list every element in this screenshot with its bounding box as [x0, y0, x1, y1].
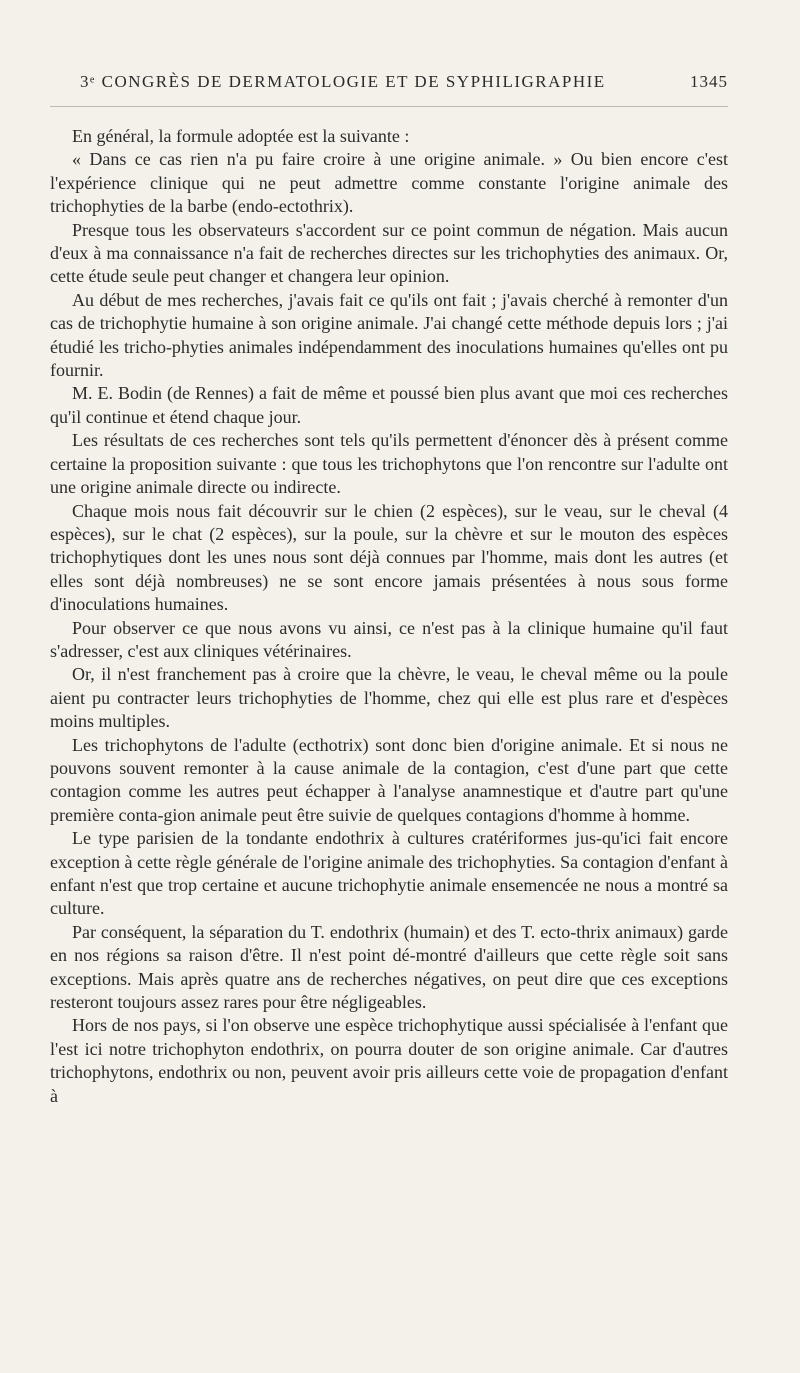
running-title: 3ᵉ CONGRÈS DE DERMATOLOGIE ET DE SYPHILIGRAPHIE	[80, 72, 606, 91]
paragraph: Le type parisien de la tondante endothrix à cultures cratériformes jus-qu'ici fait encore exception à cette règle générale de l'origine animale des trichophyties. Sa contagion d'enfant à enfant n'est que trop certaine et aucune trichophytie animale ensemencée ne nous a montré sa culture.	[50, 828, 728, 919]
body-text	[50, 125, 728, 1108]
header-rule	[50, 106, 728, 107]
paragraph: En général, la formule adoptée est la suivante :	[72, 126, 410, 146]
paragraph: Chaque mois nous fait découvrir sur le chien (2 espèces), sur le veau, sur le cheval (4 espèces), sur le chat (2 espèces), sur la poule, sur la chèvre et sur le mouton des espèces trichophytiques dont les unes nous sont déjà connues par l'homme, mais dont les autres (et elles sont déjà nombreuses) ne se sont encore jamais présentées à nous sous forme d'inoculations humaines.	[50, 500, 728, 615]
paragraph: Par conséquent, la séparation du T. endothrix (humain) et des T. ecto-thrix animaux) garde en nos régions sa raison d'être. Il n'est point dé-montré d'ailleurs que cette règle soit sans exceptions. Mais après quatre ans de recherches négatives, on peut dire que ces exceptions resteront toujours assez rares pour être négligeables.	[50, 921, 728, 1013]
paragraph: Au début de mes recherches, j'avais fait ce qu'ils ont fait ; j'avais cherché à remonter d'un cas de trichophytie humaine à son origine animale. J'ai changé cette méthode depuis lors ; j'ai étudié les tricho-phyties animales indépendamment des inoculations humaines qu'elles ont pu fournir.	[50, 289, 728, 381]
running-header	[50, 72, 728, 106]
paragraph: Hors de nos pays, si l'on observe une espèce trichophytique aussi spécialisée à l'enfant que l'est ici notre trichophyton endothrix, on pourra douter de son origine animale. Car d'autres trichophytons, endothrix ou non, peuvent avoir pris ailleurs cette voie de propagation d'enfant à	[50, 1015, 728, 1106]
paragraph: Les trichophytons de l'adulte (ecthotrix) sont donc bien d'origine animale. Et si nous ne pouvons souvent remonter à la cause animale de la contagion, c'est d'une part que cette contagion comme les autres peut échapper à l'analyse anamnestique et d'autre part qu'une première conta-gion animale peut être suivie de quelques contagions d'homme à homme.	[50, 734, 728, 825]
paragraph: Or, il n'est franchement pas à croire que la chèvre, le veau, le cheval même ou la poule aient pu contracter leurs trichophyties de l'homme, chez qui elle est plus rare et d'espèces moins multiples.	[50, 664, 728, 732]
paragraph: Pour observer ce que nous avons vu ainsi, ce n'est pas à la clinique humaine qu'il faut s'adresser, c'est aux cliniques vétérinaires.	[50, 617, 728, 661]
page-number: 1345	[690, 72, 728, 91]
paragraph: Les résultats de ces recherches sont tels qu'ils permettent d'énoncer dès à présent comme certaine la proposition suivante : que tous les trichophytons que l'on rencontre sur l'adulte ont une origine animale directe ou indirecte.	[50, 430, 728, 498]
paragraph: Presque tous les observateurs s'accordent sur ce point commun de négation. Mais aucun d'eux à ma connaissance n'a fait de recherches directes sur les trichophyties des animaux. Or, cette étude seule peut changer et changera leur opinion.	[50, 219, 728, 287]
paragraph: « Dans ce cas rien n'a pu faire croire à une origine animale. » Ou bien encore c'est l'expérience clinique qui ne peut admettre comme constante l'origine animale des trichophyties de la barbe (endo-ectothrix).	[50, 149, 728, 217]
paragraph: M. E. Bodin (de Rennes) a fait de même et poussé bien plus avant que moi ces recherches qu'il continue et étend chaque jour.	[50, 383, 728, 427]
